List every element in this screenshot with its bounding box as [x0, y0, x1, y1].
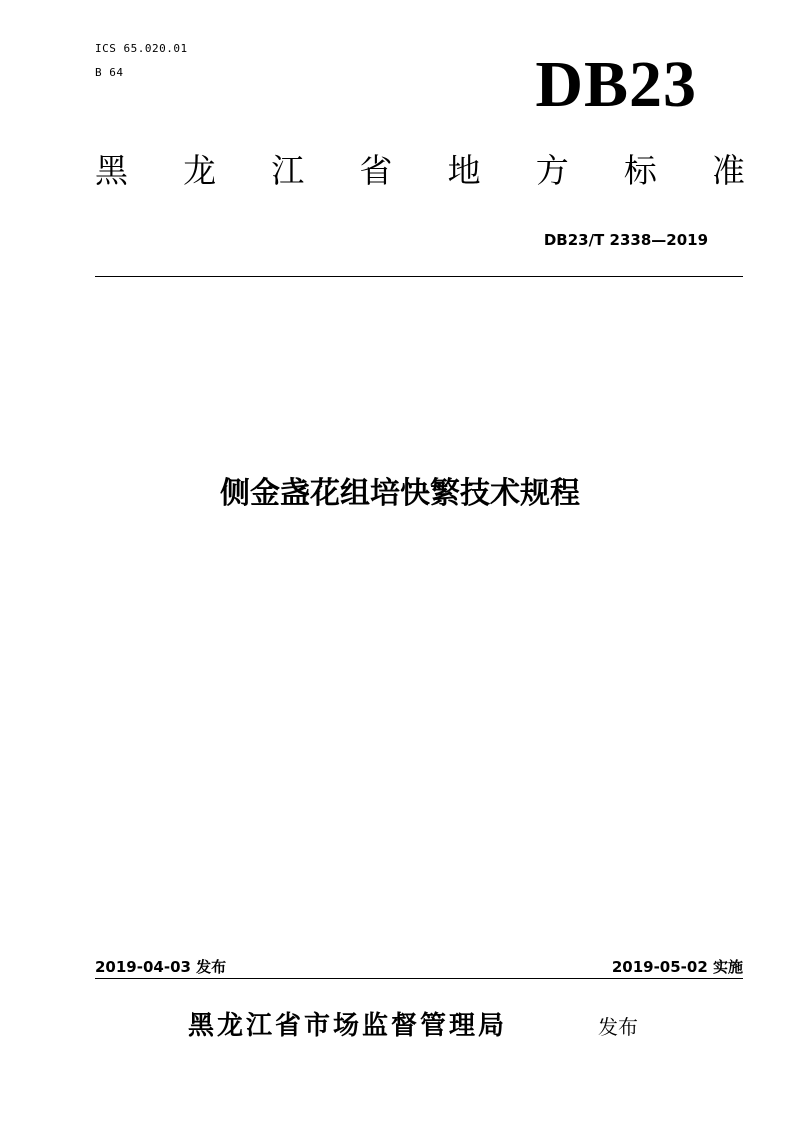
standard-type-char: 方 — [535, 150, 569, 190]
standard-type-char: 江 — [271, 150, 305, 190]
bottom-divider — [95, 978, 743, 979]
standard-type-char: 地 — [447, 150, 481, 190]
classification-code: B 64 — [95, 66, 124, 79]
ics-code: ICS 65.020.01 — [95, 42, 188, 55]
standard-type-heading — [95, 148, 745, 192]
issue-label: 发布 — [598, 1015, 638, 1039]
document-title: 侧金盏花组培快繁技术规程 — [220, 476, 580, 511]
issuing-authority: 黑龙江省市场监督管理局 — [188, 1011, 508, 1040]
standard-type-char: 准 — [711, 150, 745, 190]
standard-type-char: 标 — [623, 150, 657, 190]
publish-date: 2019-04-03 发布 — [95, 958, 227, 976]
standard-type-char: 省 — [359, 150, 393, 190]
standard-type-char: 黑 — [95, 150, 128, 190]
standard-logo: DB23 — [535, 48, 697, 121]
standard-type-char: 龙 — [183, 150, 217, 190]
implement-date: 2019-05-02 实施 — [611, 958, 743, 976]
standard-number: DB23/T 2338—2019 — [543, 231, 708, 249]
top-divider — [95, 276, 743, 277]
